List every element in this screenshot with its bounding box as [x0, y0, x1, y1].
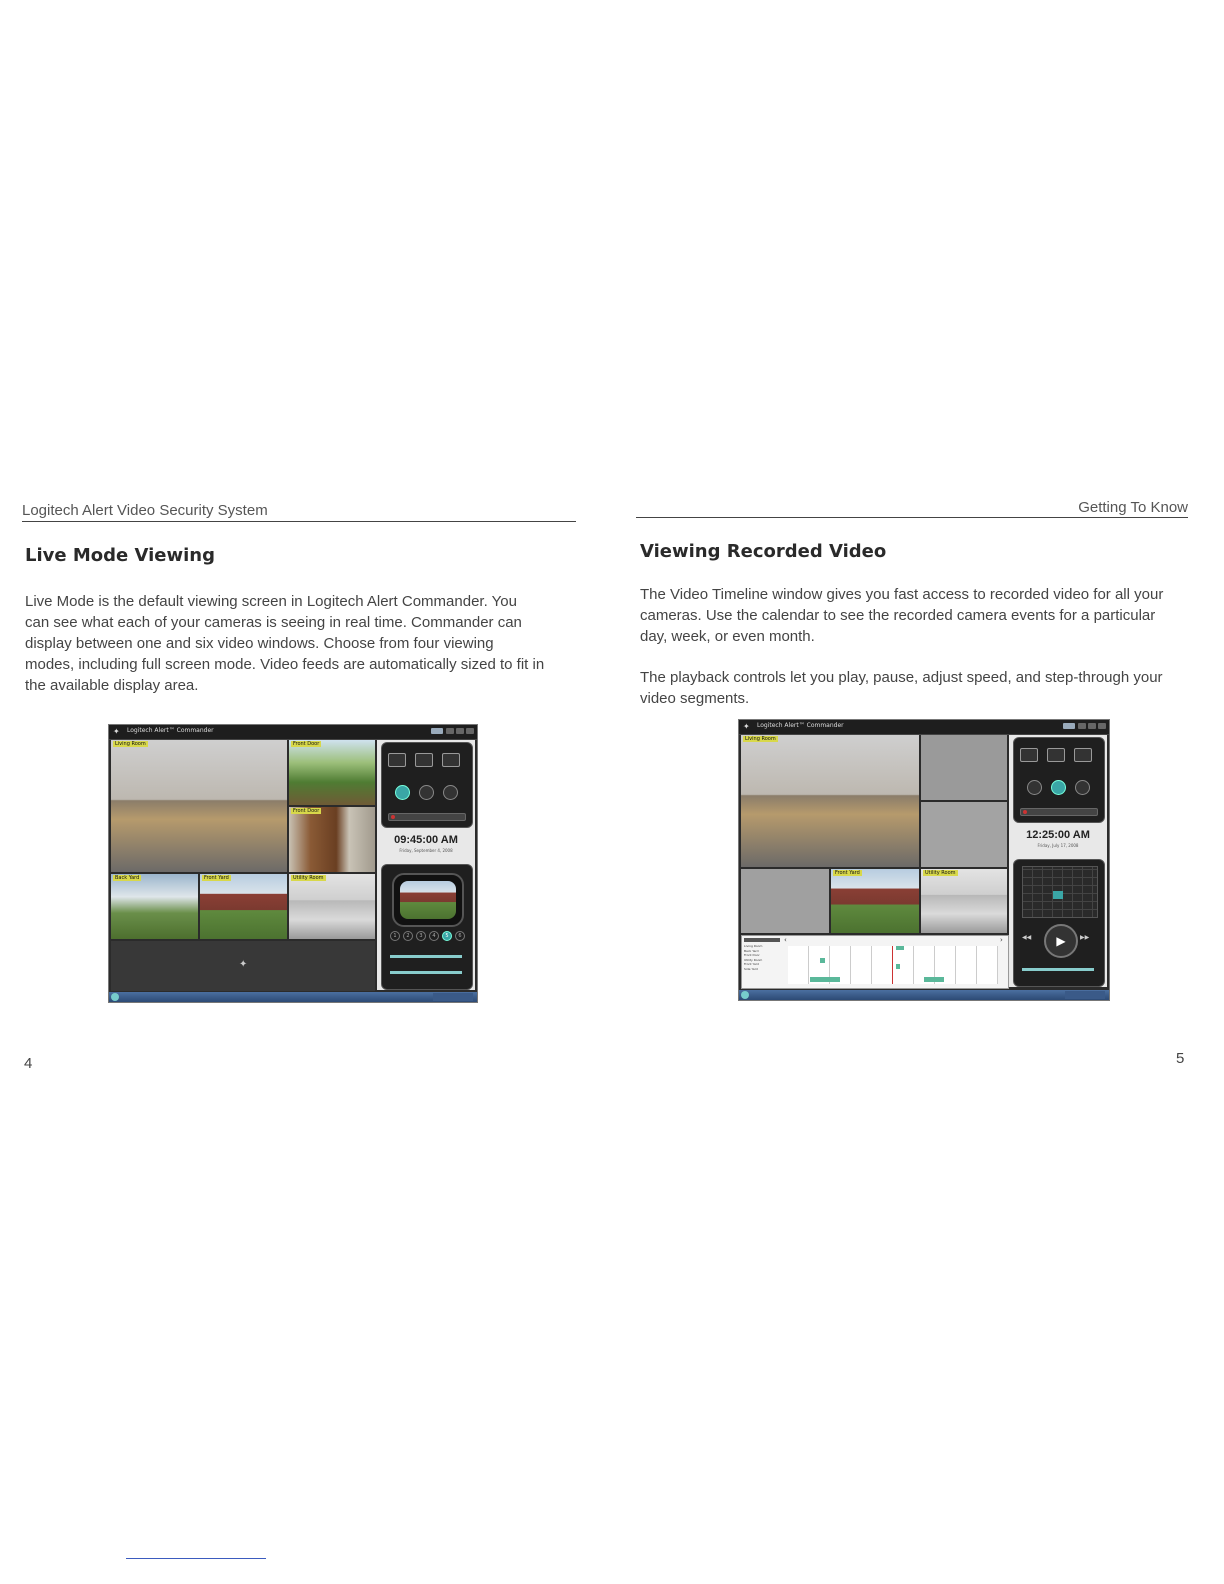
- camera-label: Front Yard: [835, 870, 860, 876]
- calendar-selected-day[interactable]: [1053, 891, 1063, 899]
- play-button[interactable]: ▶: [1044, 924, 1078, 958]
- pager-button[interactable]: 6: [455, 931, 465, 941]
- clock-date: Friday, September 4, 2008: [399, 848, 453, 853]
- layout-six-button[interactable]: [442, 753, 460, 767]
- pager-button[interactable]: 3: [416, 931, 426, 941]
- preview-video: [400, 881, 456, 919]
- timeline-camera-label: Living Room: [744, 944, 763, 948]
- pager-button[interactable]: 1: [390, 931, 400, 941]
- header-rule-right: [636, 517, 1188, 518]
- recorded-video-paragraph-2: The playback controls let you play, pause, adjust speed, and step-through your video segments.: [640, 669, 1163, 707]
- section-title-live-mode: Live Mode Viewing: [25, 545, 215, 566]
- timeline-cursor[interactable]: [892, 946, 893, 984]
- app-titlebar: [739, 720, 1109, 735]
- timeline-camera-label: Utility Room: [744, 957, 763, 962]
- system-tray: [433, 993, 473, 1001]
- timeline-prev-icon[interactable]: ‹: [784, 936, 787, 944]
- camera-tile-empty: [921, 802, 1007, 867]
- video-timeline[interactable]: [741, 935, 1009, 989]
- app-titlebar: [109, 725, 477, 740]
- timeline-event[interactable]: [924, 977, 944, 982]
- camera-label: Front Door: [293, 741, 320, 747]
- close-icon[interactable]: [466, 728, 474, 734]
- camera-label: Front Door: [293, 808, 320, 814]
- timeline-grid: [788, 946, 998, 984]
- timeline-camera-list: [744, 944, 780, 971]
- timeline-event[interactable]: [820, 958, 825, 963]
- camera-tile-front-yard[interactable]: [200, 874, 287, 939]
- rewind-icon[interactable]: ◀◀: [1022, 934, 1032, 941]
- live-mode-button[interactable]: [395, 785, 410, 800]
- empty-area: [111, 941, 375, 991]
- live-mode-paragraph: Live Mode is the default viewing screen in Logitech Alert Commander. You can see what each of your cameras is seeing in real time. Commander can display between one and six video windows. Choose from four viewing modes, including full screen mode. Video feeds are automatically sized to fit in the available display area.: [25, 593, 545, 694]
- layout-panel: [381, 742, 473, 828]
- camera-tile-front-yard[interactable]: [831, 869, 919, 933]
- recorded-video-screenshot: [738, 719, 1110, 1001]
- camera-label: Utility Room: [293, 875, 324, 881]
- start-button-icon[interactable]: [741, 991, 749, 999]
- camera-tile-utility-room[interactable]: [289, 874, 375, 939]
- playback-panel: [1013, 859, 1105, 987]
- help-button[interactable]: [431, 728, 443, 734]
- camera-tile-empty: [921, 735, 1007, 800]
- camera-label: Living Room: [115, 741, 146, 747]
- camera-tile-living-room[interactable]: [741, 735, 919, 867]
- timeline-event[interactable]: [896, 964, 900, 969]
- header-rule-left: [22, 521, 576, 522]
- camera-tile-front-door-2[interactable]: [289, 807, 375, 872]
- windows-taskbar: [109, 992, 477, 1002]
- minimize-icon[interactable]: [446, 728, 454, 734]
- alert-select[interactable]: [388, 813, 466, 821]
- section-title-recorded-video: Viewing Recorded Video: [640, 541, 887, 562]
- page-number-right: 5: [1176, 1050, 1185, 1067]
- minimize-icon[interactable]: [1078, 723, 1086, 729]
- camera-pager: [390, 931, 465, 941]
- volume-slider[interactable]: [390, 971, 462, 974]
- timeline-event[interactable]: [896, 946, 904, 950]
- settings-button[interactable]: [443, 785, 458, 800]
- timeline-camera-label: Front Yard: [744, 962, 759, 966]
- control-column: [1009, 735, 1107, 987]
- timeline-mode-button[interactable]: [419, 785, 434, 800]
- camera-label: Living Room: [745, 736, 776, 742]
- pager-button[interactable]: 4: [429, 931, 439, 941]
- logitech-logo-icon: ✦: [239, 959, 248, 970]
- camera-label: Back Yard: [115, 875, 140, 881]
- camera-tile-living-room[interactable]: [111, 740, 287, 872]
- system-tray: [1065, 991, 1105, 999]
- recorded-video-paragraph-1: The Video Timeline window gives you fast access to recorded video for all your cameras. Use the calendar to see the recorded camera events for a particular day, week, or even month.: [640, 586, 1164, 645]
- maximize-icon[interactable]: [456, 728, 464, 734]
- scan-artifact-line: [126, 1558, 266, 1559]
- layout-panel: [1013, 737, 1105, 823]
- fast-forward-icon[interactable]: ▶▶: [1080, 934, 1090, 941]
- running-head-right: Getting To Know: [1078, 499, 1188, 516]
- camera-tile-empty: [741, 869, 829, 933]
- playback-speed-slider[interactable]: [1022, 968, 1094, 971]
- maximize-icon[interactable]: [1088, 723, 1096, 729]
- app-title: Logitech Alert™ Commander: [127, 727, 214, 734]
- layout-single-button[interactable]: [388, 753, 406, 767]
- timeline-event[interactable]: [810, 977, 840, 982]
- page-number-left: 4: [24, 1055, 33, 1072]
- start-button-icon[interactable]: [111, 993, 119, 1001]
- clock-time: 09:45:00 AM: [394, 834, 458, 846]
- calendar-grid[interactable]: [1022, 866, 1098, 918]
- pager-button-active[interactable]: 5: [442, 931, 452, 941]
- camera-label: Front Yard: [204, 875, 229, 881]
- camera-preview-panel: [381, 864, 473, 990]
- logitech-logo-icon: ✦: [113, 727, 120, 736]
- timeline-camera-label: Back Yard: [744, 948, 759, 953]
- logitech-logo-icon: ✦: [743, 722, 750, 731]
- settings-button[interactable]: [1075, 780, 1090, 795]
- windows-taskbar: [739, 990, 1109, 1000]
- timeline-mode-button[interactable]: [1051, 780, 1066, 795]
- help-button[interactable]: [1063, 723, 1075, 729]
- alert-select[interactable]: [1020, 808, 1098, 816]
- pager-button[interactable]: 2: [403, 931, 413, 941]
- live-mode-screenshot: [108, 724, 478, 1003]
- close-icon[interactable]: [1098, 723, 1106, 729]
- clock-date: Friday, July 17, 2008: [1037, 843, 1079, 848]
- running-head-left: Logitech Alert Video Security System: [22, 502, 268, 519]
- camera-label: Utility Room: [925, 870, 956, 876]
- layout-single-button[interactable]: [1020, 748, 1038, 762]
- layout-quad-button[interactable]: [415, 753, 433, 767]
- timeline-camera-label: Side Yard: [744, 966, 758, 971]
- timeline-next-icon[interactable]: ›: [1000, 936, 1003, 944]
- camera-tile-utility-room[interactable]: [921, 869, 1007, 933]
- clock-time: 12:25:00 AM: [1026, 829, 1090, 841]
- control-column: [377, 740, 475, 990]
- layout-six-button[interactable]: [1074, 748, 1092, 762]
- camera-tile-front-door[interactable]: [289, 740, 375, 805]
- live-mode-button[interactable]: [1027, 780, 1042, 795]
- camera-tile-back-yard[interactable]: [111, 874, 198, 939]
- layout-quad-button[interactable]: [1047, 748, 1065, 762]
- timeline-header-button[interactable]: [744, 938, 780, 942]
- timeline-camera-label: Front Door: [744, 953, 760, 957]
- zoom-slider[interactable]: [390, 955, 462, 958]
- preview-frame: [392, 873, 464, 927]
- app-title: Logitech Alert™ Commander: [757, 722, 844, 729]
